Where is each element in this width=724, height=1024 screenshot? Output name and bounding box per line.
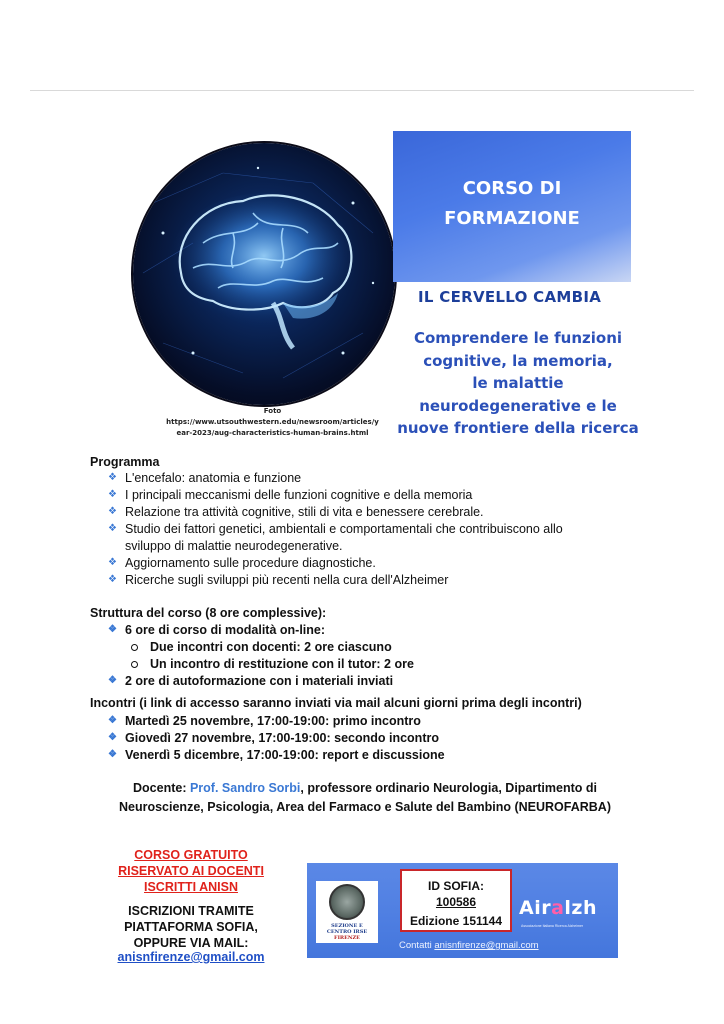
list-item: ❖ Venerdì 5 dicembre, 17:00-19:00: report e discussione xyxy=(108,748,445,762)
title-box xyxy=(393,131,631,282)
brain-image xyxy=(133,143,395,405)
docente-info xyxy=(80,779,650,817)
diamond-bullet-icon: ❖ xyxy=(108,506,117,517)
photo-credit-url-1: https://www.utsouthwestern.edu/newsroom/articles/y xyxy=(166,418,379,426)
diamond-bullet-icon: ❖ xyxy=(108,472,117,483)
course-tagline xyxy=(380,327,656,440)
list-item: ❖ Studio dei fattori genetici, ambientali e comportamentali che contribuiscono allo xyxy=(108,522,563,536)
diamond-bullet-icon: ❖ xyxy=(108,732,117,743)
sofia-id-label: ID SOFIA: xyxy=(428,879,484,893)
photo-credit-label: Foto xyxy=(263,407,282,415)
diamond-bullet-icon: ❖ xyxy=(108,624,117,635)
diamond-bullet-icon: ❖ xyxy=(108,715,117,726)
top-divider xyxy=(30,90,694,91)
tagline-line: Comprendere le funzioni xyxy=(413,329,623,347)
sofia-id-box xyxy=(400,869,512,932)
list-item: ❖ 6 ore di corso di modalità on-line: xyxy=(108,623,326,637)
photo-credit xyxy=(150,406,395,439)
airalzh-logo-subtitle: Associazione Italiana Ricerca Alzheimer xyxy=(521,924,584,928)
sub-list-item: Due incontri con docenti: 2 ore ciascuno xyxy=(106,639,666,656)
list-item-continuation: sviluppo di malattie neurodegenerative. xyxy=(125,539,343,553)
anisn-seal-logo xyxy=(316,881,378,943)
programma-list xyxy=(106,470,666,589)
list-item: ❖ L'encefalo: anatomia e funzione xyxy=(108,471,302,485)
struttura-list xyxy=(106,622,666,690)
programma-heading: Programma xyxy=(90,455,160,469)
list-item: ❖ 2 ore di autoformazione con i materiali inviati xyxy=(108,674,394,688)
free-course-notice: CORSO GRATUITO RISERVATO AI DOCENTI ISCRITTI ANISN xyxy=(118,848,264,894)
diamond-bullet-icon: ❖ xyxy=(108,749,117,760)
incontri-heading: Incontri (i link di accesso saranno inviati via mail alcuni giorni prima degli incontri) xyxy=(90,696,582,710)
struttura-heading: Struttura del corso (8 ore complessive): xyxy=(90,606,327,620)
docente-department: Neuroscienze, Psicologia, Area del Farmaco e Salute del Bambino (NEUROFARBA) xyxy=(118,800,612,814)
title-line-2: FORMAZIONE xyxy=(444,208,580,229)
list-item: ❖ Relazione tra attività cognitive, stili di vita e benessere cerebrale. xyxy=(108,505,484,519)
tagline-line: le malattie xyxy=(472,374,564,392)
tagline-line: cognitive, la memoria, xyxy=(423,351,613,370)
incontri-list xyxy=(106,713,666,764)
edizione-label: Edizione 151144 xyxy=(409,914,503,928)
registration-email-link[interactable]: anisnfirenze@gmail.com xyxy=(117,950,265,964)
seal-emblem-icon xyxy=(329,884,365,920)
seal-text: CENTRO IRSE xyxy=(326,929,368,935)
photo-credit-url-2: ear-2023/aug-characteristics-human-brains.html xyxy=(176,429,369,437)
contatti-label: Contatti xyxy=(399,940,435,951)
list-item: ❖ Ricerche sugli sviluppi più recenti nella cura dell'Alzheimer xyxy=(108,573,449,587)
contatti-email-link[interactable]: anisnfirenze@gmail.com xyxy=(434,940,539,951)
list-item: ❖ I principali meccanismi delle funzioni cognitive e della memoria xyxy=(108,488,473,502)
diamond-bullet-icon: ❖ xyxy=(108,557,117,568)
circle-bullet-icon xyxy=(131,644,138,651)
diamond-bullet-icon: ❖ xyxy=(108,489,117,500)
docente-label: Docente: xyxy=(133,781,190,795)
airalzh-logo: Airalzh xyxy=(519,897,598,919)
list-item: ❖ Aggiornamento sulle procedure diagnostiche. xyxy=(108,556,376,570)
registration-info: ISCRIZIONI TRAMITE PIATTAFORMA SOFIA, OPPURE VIA MAIL: xyxy=(124,904,258,950)
diamond-bullet-icon: ❖ xyxy=(108,523,117,534)
title-line-1: CORSO DI xyxy=(462,178,562,199)
diamond-bullet-icon: ❖ xyxy=(108,675,117,686)
seal-text: SEZIONE E xyxy=(331,923,363,929)
course-subtitle: IL CERVELLO CAMBIA xyxy=(418,288,602,306)
docente-name: Prof. Sandro Sorbi xyxy=(189,781,301,795)
docente-role: , professore ordinario Neurologia, Dipartimento di xyxy=(300,781,597,795)
circle-bullet-icon xyxy=(131,661,138,668)
list-item: ❖ Martedì 25 novembre, 17:00-19:00: primo incontro xyxy=(108,714,421,728)
info-banner xyxy=(307,863,618,958)
list-item: ❖ Giovedì 27 novembre, 17:00-19:00: secondo incontro xyxy=(108,731,439,745)
seal-text: FIRENZE xyxy=(334,935,360,941)
tagline-line: neurodegenerative e le xyxy=(419,396,617,415)
diamond-bullet-icon: ❖ xyxy=(108,574,117,585)
contatti-line xyxy=(399,940,539,951)
tagline-line: nuove frontiere della ricerca xyxy=(397,419,639,437)
sofia-id-value: 100586 xyxy=(435,895,477,909)
sub-list-item: Un incontro di restituzione con il tutor: 2 ore xyxy=(106,656,666,673)
